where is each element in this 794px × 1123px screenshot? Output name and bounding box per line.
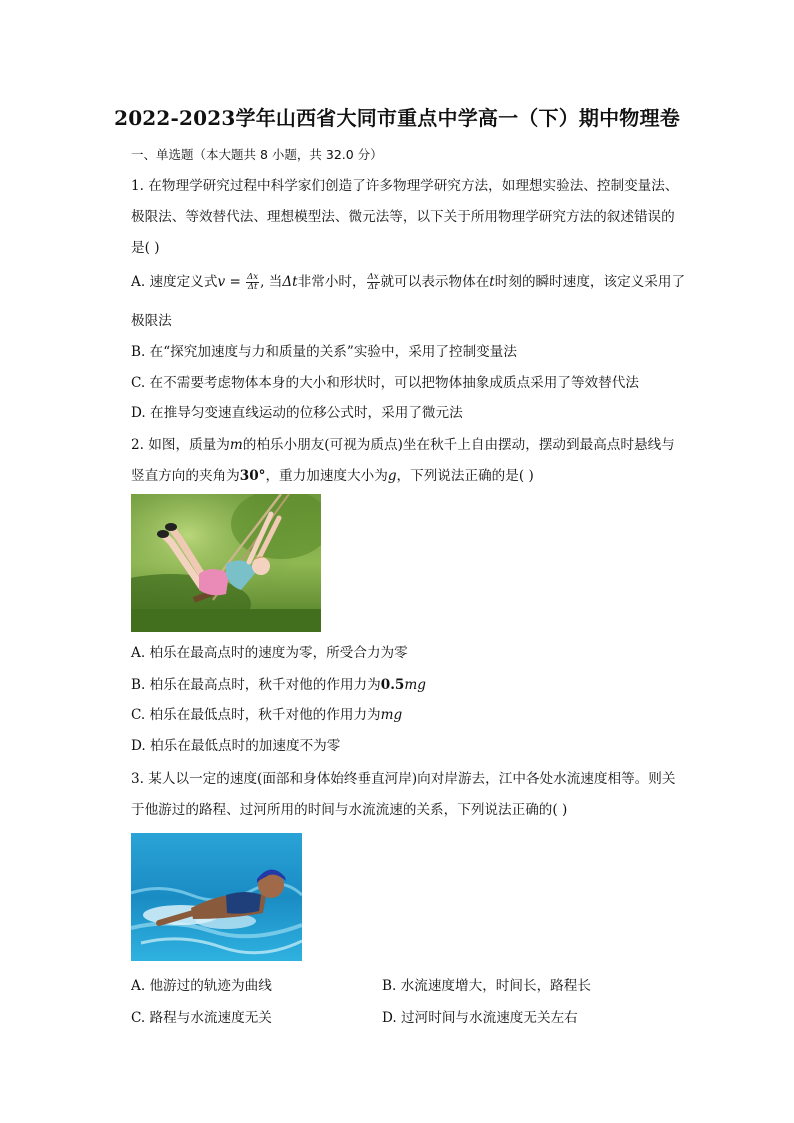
q2-option-b xyxy=(131,675,426,695)
q1-option-b: B. 在“探究加速度与力和质量的关系”实验中，采用了控制变量法 xyxy=(131,344,517,360)
fraction-denominator: Δt xyxy=(247,282,258,292)
velocity-symbol: v xyxy=(217,274,226,290)
velocity-fraction xyxy=(246,273,259,292)
q1-a-mid1: , 当 xyxy=(260,274,283,290)
q2-option-a: A. 柏乐在最高点时的速度为零，所受合力为零 xyxy=(131,645,408,661)
q2-line-1 xyxy=(131,435,675,455)
fraction-denominator-2: Δt xyxy=(368,282,378,292)
q1-a-prefix: A. 速度定义式 xyxy=(131,274,218,290)
q2-option-d: D. 柏乐在最低点时的加速度不为零 xyxy=(131,738,341,754)
section-heading: 一、单选题（本大题共 8 小题，共 32.0 分） xyxy=(131,147,383,162)
q3-option-b: B. 水流速度增大，时间长，路程长 xyxy=(382,978,591,994)
angle-value: 30° xyxy=(239,468,266,484)
q2-line2-b: ，重力加速度大小为 xyxy=(265,468,388,484)
q1-option-a xyxy=(131,272,685,292)
velocity-fraction-2 xyxy=(367,273,380,292)
g-symbol: g xyxy=(387,468,397,484)
swimmer-photo xyxy=(131,833,302,961)
fraction-numerator: Δx xyxy=(247,272,259,282)
q3-line-1: 3. 某人以一定的速度(面部和身体始终垂直河岸)向对岸游去，江中各处水流速度相等。则关 xyxy=(131,771,676,787)
q1-a-mid2: 非常小时， xyxy=(297,274,366,290)
delta-t-symbol: Δt xyxy=(282,274,298,290)
q1-a-mid3: 就可以表示物体在 xyxy=(380,274,490,290)
q2-line1-b: 的柏乐小朋友(可视为质点)坐在秋千上自由摆动，摆动到最高点时悬线与 xyxy=(242,437,675,453)
q1-a-tail: 时刻的瞬时速度，该定义采用了 xyxy=(494,274,686,290)
q2-line2-c: ，下列说法正确的是( ) xyxy=(396,468,534,484)
q3-option-a: A. 他游过的轨迹为曲线 xyxy=(131,978,272,994)
page-title: 2022-2023学年山西省大同市重点中学高一（下）期中物理卷 xyxy=(114,106,680,130)
equals-sign: = xyxy=(225,274,246,290)
q3-option-d: D. 过河时间与水流速度无关左右 xyxy=(382,1010,578,1026)
q2-line-2 xyxy=(131,466,534,486)
mg-symbol: mg xyxy=(404,677,426,693)
q3-line-2: 于他游过的路程、过河所用的时间与水流流速的关系，下列说法正确的( ) xyxy=(131,802,568,818)
q2-b-text: B. 柏乐在最高点时，秋千对他的作用力为 xyxy=(131,677,381,693)
q2-line1-a: 2. 如图，质量为 xyxy=(131,437,230,453)
coefficient-value: 0.5 xyxy=(380,677,405,693)
mass-symbol: m xyxy=(229,437,243,453)
q1-option-d: D. 在推导匀变速直线运动的位移公式时，采用了微元法 xyxy=(131,405,463,421)
mg-symbol-2: mg xyxy=(380,707,403,723)
q1-line-1: 1. 在物理学研究过程中科学家们创造了许多物理学研究方法，如理想实验法、控制变量法、 xyxy=(131,178,679,194)
q2-option-c xyxy=(131,705,402,725)
q3-option-c: C. 路程与水流速度无关 xyxy=(131,1010,272,1026)
fraction-numerator-2: Δx xyxy=(367,272,379,282)
t-symbol: t xyxy=(489,274,495,290)
q1-option-a-line-2: 极限法 xyxy=(131,313,172,329)
q1-line-3: 是( ) xyxy=(131,240,160,256)
q1-option-c: C. 在不需要考虑物体本身的大小和形状时，可以把物体抽象成质点采用了等效替代法 xyxy=(131,375,639,391)
q2-c-text: C. 柏乐在最低点时，秋千对他的作用力为 xyxy=(131,707,381,723)
q2-line2-a: 竖直方向的夹角为 xyxy=(131,468,240,484)
swing-photo xyxy=(131,494,321,632)
q1-line-2: 极限法、等效替代法、理想模型法、微元法等，以下关于所用物理学研究方法的叙述错误的 xyxy=(131,209,675,225)
